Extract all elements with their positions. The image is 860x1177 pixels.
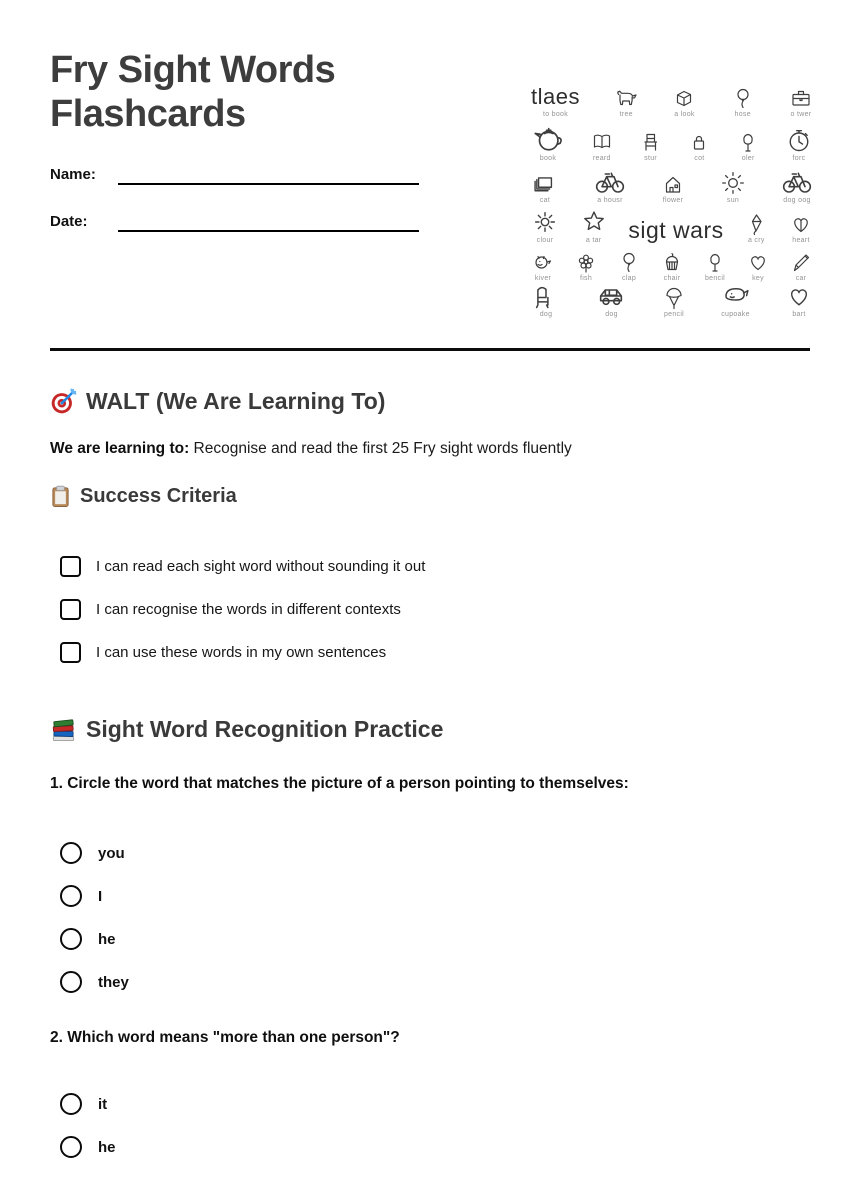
doodle-parachute-icon <box>662 286 686 318</box>
doodle-clipart-illustration <box>531 70 813 318</box>
doodle-row <box>531 162 813 204</box>
doodle-label: o twer <box>790 111 812 118</box>
question-block <box>50 773 810 995</box>
option-label: you <box>98 844 125 862</box>
question-prompt: 1. Circle the word that matches the picture of a person pointing to themselves: <box>50 775 629 792</box>
doodle-label: kiver <box>534 275 552 282</box>
walt-heading <box>50 388 385 415</box>
success-criteria-item <box>60 554 425 578</box>
success-criteria-heading-text: Success Criteria <box>80 485 237 507</box>
doodle-label: car <box>795 275 807 282</box>
checkbox[interactable] <box>60 642 81 663</box>
doodle-label: bencil <box>704 275 726 282</box>
checkbox[interactable] <box>60 556 81 577</box>
page-title-line2: Flashcards <box>50 93 246 136</box>
page-title-line1: Fry Sight Words <box>50 49 336 91</box>
walt-heading-text: WALT (We Are Learning To) <box>86 388 386 414</box>
doodle-label: sun <box>726 197 740 204</box>
doodle-label: tree <box>619 111 633 118</box>
name-field-row <box>50 163 419 187</box>
checkbox-label: I can use these words in my own sentences <box>96 643 387 661</box>
doodle-heart2-icon <box>789 212 813 244</box>
doodle-label: chair <box>663 275 681 282</box>
doodle-row <box>531 204 813 244</box>
doodle-row <box>531 244 813 282</box>
doodle-label: stur <box>644 155 658 162</box>
doodle-bird-icon <box>531 250 555 282</box>
doodle-label: dog oog <box>783 197 811 204</box>
doodle-burst-icon <box>531 208 559 244</box>
doodle-label: cat <box>539 197 551 204</box>
doodle-label: book <box>539 155 557 162</box>
doodle-box-icon <box>672 86 696 118</box>
success-criteria-item <box>60 640 425 664</box>
doodle-text <box>628 219 723 244</box>
doodle-label: a look <box>674 111 695 118</box>
doodle-whale-icon <box>721 280 751 318</box>
option-row <box>60 883 810 909</box>
radio-button[interactable] <box>60 1093 82 1115</box>
doodle-book-icon <box>590 130 614 162</box>
doodle-label: cot <box>694 155 705 162</box>
target-icon <box>50 388 77 415</box>
doodle-label: cupoake <box>721 311 750 318</box>
doodle-pencil-icon <box>789 250 813 282</box>
doodle-briefcase-icon <box>789 86 813 118</box>
doodle-heart-icon <box>785 282 813 318</box>
doodle-label: bart <box>792 311 806 318</box>
question-block <box>50 1027 810 1160</box>
doodle-text <box>531 86 580 118</box>
success-criteria-checklist <box>60 554 425 683</box>
doodle-label: a cry <box>747 237 765 244</box>
doodle-caption-text: tlaes <box>531 84 580 109</box>
doodle-star-icon <box>580 208 608 244</box>
option-label: it <box>98 1095 108 1113</box>
success-criteria-item <box>60 597 425 621</box>
doodle-bike-icon <box>781 164 813 204</box>
question-prompt: 2. Which word means "more than one person"? <box>50 1029 400 1046</box>
doodle-label: dog <box>539 311 553 318</box>
doodle-label: clour <box>536 237 554 244</box>
doodle-dog-icon <box>614 86 638 118</box>
radio-button[interactable] <box>60 971 82 993</box>
date-input-line[interactable] <box>118 210 419 232</box>
books-icon <box>50 716 77 743</box>
doodle-kite-icon <box>744 212 768 244</box>
doodle-label: heart <box>792 237 810 244</box>
option-row <box>60 1091 810 1117</box>
radio-button[interactable] <box>60 1136 82 1158</box>
doodle-teapot-icon <box>531 120 565 162</box>
doodle-tree-icon <box>703 250 727 282</box>
doodle-house-icon <box>661 172 685 204</box>
page-title <box>50 48 335 137</box>
doodle-label: dog <box>605 311 618 318</box>
doodle-cupcake-icon <box>660 250 684 282</box>
options-list <box>60 840 810 995</box>
radio-button[interactable] <box>60 842 82 864</box>
radio-button[interactable] <box>60 928 82 950</box>
doodle-clock-icon <box>785 126 813 162</box>
doodle-bike-icon <box>594 164 626 204</box>
checkbox-label: I can read each sight word without sounding it out <box>96 557 426 575</box>
doodle-label: clap <box>621 275 637 282</box>
learning-objective <box>50 440 572 458</box>
option-row <box>60 969 810 995</box>
practice-questions <box>50 773 810 1177</box>
doodle-label: key <box>752 275 764 282</box>
doodle-label: hose <box>734 111 751 118</box>
radio-button[interactable] <box>60 885 82 907</box>
doodle-car-icon <box>596 278 628 318</box>
doodle-label: flower <box>662 197 684 204</box>
doodle-flower-icon <box>574 250 598 282</box>
doodle-row <box>531 282 813 318</box>
doodle-label: fish <box>579 275 593 282</box>
clipboard-icon <box>50 485 71 508</box>
doodle-label: forc <box>792 155 806 162</box>
date-label: Date: <box>50 213 88 230</box>
doodle-balloon-icon <box>731 86 755 118</box>
doodle-label: pencil <box>663 311 685 318</box>
doodle-label: reard <box>592 155 611 162</box>
doodle-row <box>531 70 813 118</box>
option-row <box>60 840 810 866</box>
checkbox-label: I can recognise the words in different contexts <box>96 600 401 618</box>
doodle-label: oler <box>741 155 755 162</box>
name-label: Name: <box>50 166 96 183</box>
options-list <box>60 1091 810 1160</box>
learning-objective-text: Recognise and read the first 25 Fry sight words fluently <box>189 440 572 457</box>
success-criteria-heading <box>50 485 237 508</box>
doodle-caption-text: sigt wars <box>628 217 724 243</box>
option-row <box>60 1134 810 1160</box>
doodle-chair-icon <box>639 130 663 162</box>
practice-heading-text: Sight Word Recognition Practice <box>86 716 444 742</box>
doodle-label: to book <box>542 111 569 118</box>
doodle-sofa-icon <box>531 280 561 318</box>
option-row <box>60 926 810 952</box>
doodle-sun-icon <box>720 170 746 204</box>
practice-heading <box>50 716 443 743</box>
doodle-heart-icon <box>746 250 770 282</box>
date-field-row <box>50 210 419 234</box>
option-label: he <box>98 1138 116 1156</box>
doodle-lock-icon <box>687 130 711 162</box>
doodle-cards-icon <box>531 168 559 204</box>
section-divider <box>50 348 810 351</box>
doodle-row <box>531 118 813 162</box>
option-label: they <box>98 973 129 991</box>
learning-objective-label: We are learning to: <box>50 440 190 457</box>
option-label: he <box>98 930 116 948</box>
doodle-label: a housr <box>597 197 623 204</box>
checkbox[interactable] <box>60 599 81 620</box>
doodle-tree-icon <box>736 130 760 162</box>
name-input-line[interactable] <box>118 163 419 185</box>
option-label: I <box>98 887 103 905</box>
doodle-label: a tar <box>585 237 602 244</box>
